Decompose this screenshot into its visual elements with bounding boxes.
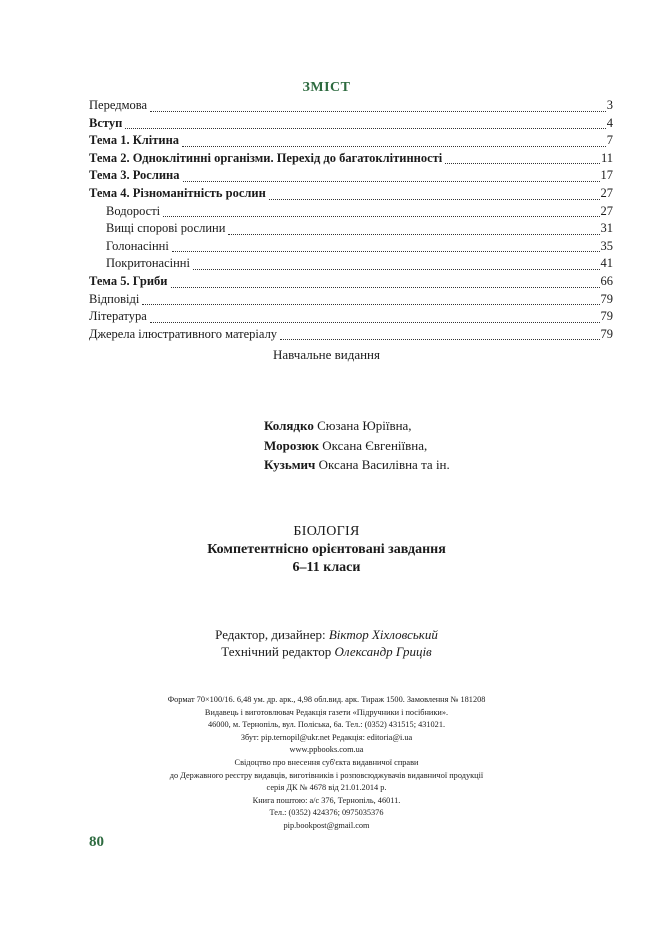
authors: [264, 416, 450, 475]
toc-leader-dots: [269, 199, 600, 200]
author-surname: Колядко: [264, 418, 314, 433]
imprint: [0, 694, 653, 833]
editor-line: [0, 626, 653, 643]
table-of-contents: [89, 97, 613, 343]
toc-entry-page: 3: [606, 98, 613, 112]
editor-line: [0, 643, 653, 660]
editors: [0, 626, 653, 660]
toc-leader-dots: [228, 234, 599, 235]
author-line: [264, 455, 450, 475]
imprint-line: 46000, м. Тернопіль, вул. Поліська, 6а. Тел.: (0352) 431515; 431021.: [207, 720, 446, 730]
author-surname: Кузьмич: [264, 457, 316, 472]
toc-leader-dots: [193, 269, 600, 270]
author-name: Оксана Євгеніївна,: [322, 437, 428, 453]
toc-entry-label: Література: [89, 309, 147, 324]
toc-entry-page: 17: [600, 168, 613, 183]
toc-entry: [89, 115, 613, 133]
toc-entry-page: 35: [600, 238, 613, 253]
toc-entry-page: 79: [600, 291, 613, 306]
toc-entry-label: Тема 3. Рослина: [89, 168, 180, 183]
toc-entry-label: Покритонасінні: [106, 256, 190, 271]
toc-entry: [89, 308, 613, 326]
book-title: БІОЛОГІЯ: [293, 524, 360, 539]
imprint-line: pip.bookpost@gmail.com: [283, 820, 370, 830]
toc-entry: [89, 255, 613, 273]
toc-entry-page: 66: [600, 273, 613, 288]
toc-leader-dots: [280, 339, 599, 340]
toc-leader-dots: [150, 322, 600, 323]
toc-entry: [89, 132, 613, 150]
toc-entry-label: Вступ: [89, 115, 123, 130]
imprint-line: серія ДК № 4678 від 21.01.2014 р.: [266, 783, 387, 793]
toc-entry: [89, 273, 613, 291]
toc-leader-dots: [163, 216, 599, 217]
author-name: Сюзана Юріївна,: [317, 418, 412, 433]
toc-entry-page: 79: [600, 326, 613, 341]
book-subtitle: Компетентнісно орієнтовані завдання: [207, 542, 446, 557]
toc-heading: ЗМІСТ: [302, 80, 351, 95]
toc-entry: [89, 220, 613, 238]
toc-entry-label: Відповіді: [89, 291, 140, 306]
toc-leader-dots: [183, 181, 600, 182]
toc-entry: [89, 291, 613, 309]
book-grades: 6–11 класи: [292, 560, 361, 575]
imprint-line: Збут: pip.ternopil@ukr.net Редакція: editoria@i.ua: [240, 732, 413, 742]
toc-entry: [89, 167, 613, 185]
toc-entry-label: Голонасінні: [106, 238, 169, 253]
page-number: 80: [89, 834, 104, 850]
toc-leader-dots: [142, 304, 599, 305]
toc-entry-page: 7: [606, 133, 613, 148]
toc-entry-page: 4: [606, 115, 613, 130]
toc-entry-page: 79: [600, 309, 613, 324]
toc-entry-page: 41: [600, 256, 613, 271]
toc-leader-dots: [150, 111, 606, 112]
toc-entry-label: Водорості: [106, 203, 161, 218]
toc-entry-label: Тема 2. Одноклітинні організми. Перехід до багатоклітинності: [89, 150, 443, 165]
imprint-line: до Державного реєстру видавців, виготівників і розповсюджувачів видавничої продукції: [169, 770, 484, 780]
toc-entry: [89, 203, 613, 221]
toc-entry-label: Вищі спорові рослини: [106, 221, 226, 236]
toc-leader-dots: [171, 287, 600, 288]
toc-entry: [89, 326, 613, 344]
toc-entry-page: 27: [600, 203, 613, 218]
toc-leader-dots: [125, 128, 605, 129]
author-line: [264, 416, 450, 436]
author-surname: Морозюк: [264, 437, 319, 453]
toc-entry-label: Тема 5. Гриби: [89, 273, 168, 288]
toc-entry: [89, 238, 613, 256]
toc-entry: [89, 185, 613, 203]
author-line: [264, 436, 450, 456]
toc-entry-label: Тема 1. Клітина: [89, 133, 180, 148]
toc-entry-label: Передмова: [89, 98, 148, 112]
toc-leader-dots: [445, 163, 600, 164]
editor-role: Технічний редактор: [221, 644, 332, 659]
toc-entry: [89, 150, 613, 168]
author-name: Оксана Василівна та ін.: [318, 457, 450, 472]
imprint-line: Книга поштою: а/с 376, Тернопіль, 46011.: [252, 795, 401, 805]
toc-entry-page: 11: [600, 150, 613, 165]
toc-entry-label: Джерела ілюстративного матеріалу: [89, 326, 278, 341]
book-title-block: [0, 523, 653, 577]
editor-role: Редактор, дизайнер:: [215, 627, 326, 642]
imprint-line: Видавець і виготовлювач Редакція газети «Підручники і посібники».: [204, 707, 449, 717]
imprint-line: Тел.: (0352) 424376; 0975035376: [269, 808, 384, 818]
imprint-line: www.ppbooks.com.ua: [289, 745, 364, 755]
editor-name: Олександр Гриців: [334, 644, 432, 659]
toc-entry-label: Тема 4. Різноманітність рослин: [89, 185, 266, 200]
toc-leader-dots: [182, 146, 606, 147]
imprint-line: Формат 70×100/16. 6,48 ум. др. арк., 4,98 обл.вид. арк. Тираж 1500. Замовлення № 181208: [167, 695, 486, 704]
toc-entry-page: 27: [600, 185, 613, 200]
toc-entry: [89, 97, 613, 115]
imprint-line: Свідоцтво про внесення суб'єкта видавничої справи: [234, 757, 419, 767]
editor-name: Віктор Хіхловський: [328, 627, 438, 642]
edition-kind: Навчальне видання: [273, 347, 380, 362]
toc-leader-dots: [172, 251, 600, 252]
toc-entry-page: 31: [600, 221, 613, 236]
